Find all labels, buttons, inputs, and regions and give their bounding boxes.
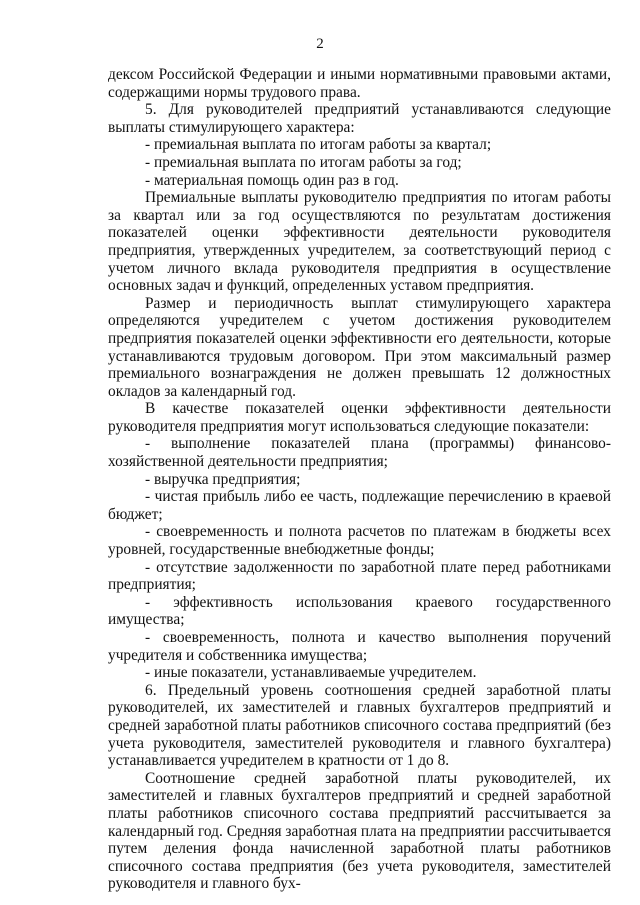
paragraph: - материальная помощь один раз в год.: [145, 171, 399, 189]
paragraph: - своевременность, полнота и качество выполнения поручений учредителя и собственника имущества;: [108, 629, 611, 664]
paragraph: Соотношение средней заработной платы руководителей, их заместителей и главных бухгалтеров предприятий и средней заработной платы работников списочного состава предприятий рассчитывается за календарный год. Средняя заработная плата на предприятии рассчитывается путем деления фонда начисленной заработной платы работников списочного состава предприятия (без учета руководителя, заместителей руководителя и главного бух-: [108, 769, 611, 893]
paragraph: - эффективность использования краевого государственного имущества;: [108, 593, 611, 629]
paragraph: В качестве показателей оценки эффективности деятельности руководителя предприятия могут использоваться следующие показатели:: [108, 400, 611, 435]
document-body: [108, 66, 611, 893]
paragraph: Премиальные выплаты руководителю предприятия по итогам работы за квартал или за год осуществляются по результатам достижения показателей оценки эффективности деятельности руководителя предприятия, утвержденных учредителем, за соответствующий период с учетом личного вклада руководителя предприятия в осуществление основных задач и функций, определенных уставом предприятия.: [108, 189, 611, 295]
paragraph: - отсутствие задолженности по заработной плате перед работниками предприятия;: [108, 558, 611, 594]
paragraph: - своевременность и полнота расчетов по платежам в бюджеты всех уровней, государственные внебюджетные фонды;: [108, 523, 611, 559]
paragraph: дексом Российской Федерации и иными нормативными правовыми актами, содержащими нормы трудового права.: [108, 66, 611, 101]
paragraph: - чистая прибыль либо ее часть, подлежащие перечислению в краевой бюджет;: [108, 488, 611, 523]
paragraph: - иные показатели, устанавливаемые учредителем.: [145, 664, 477, 682]
paragraph: - премиальная выплата по итогам работы за квартал;: [145, 136, 492, 154]
paragraph: Размер и периодичность выплат стимулирующего характера определяются учредителем с учетом достижения руководителем предприятия показателей оценки эффективности его деятельности, которые устанавливаются трудовым договором. При этом максимальный размер премиального вознаграждения не должен превышать 12 должностных окладов за календарный год.: [108, 294, 611, 400]
paragraph: - премиальная выплата по итогам работы за год;: [145, 153, 462, 171]
page-number: 2: [316, 36, 324, 52]
paragraph: 5. Для руководителей предприятий устанавливаются следующие выплаты стимулирующего характера:: [108, 101, 611, 136]
paragraph: - выполнение показателей плана (программы) финансово-хозяйственной деятельности предприятия;: [108, 435, 611, 471]
paragraph: 6. Предельный уровень соотношения средней заработной платы руководителей, их заместителей и главных бухгалтеров предприятий и средней заработной платы работников списочного состава предприятий (без учета руководителя, заместителей руководителя и главного бухгалтера) устанавливается учредителем в кратности от 1 до 8.: [108, 681, 611, 770]
paragraph: - выручка предприятия;: [145, 470, 301, 488]
